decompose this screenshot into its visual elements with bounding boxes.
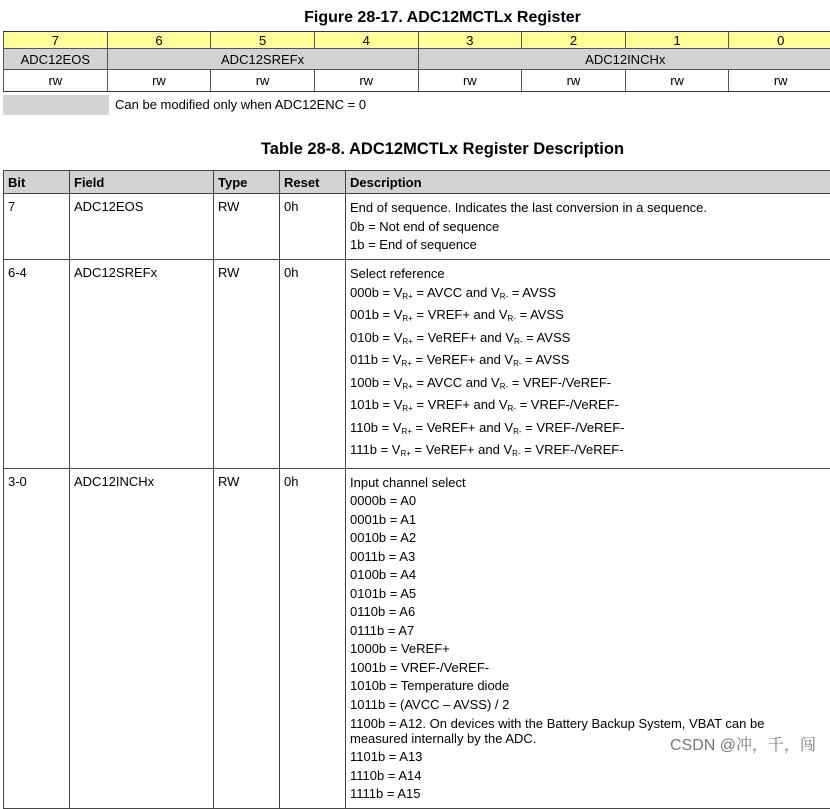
- access-type: rw: [418, 70, 522, 92]
- text: 101b = V: [350, 397, 402, 412]
- header-reset: Reset: [280, 171, 346, 194]
- text: = AVSS: [516, 307, 564, 322]
- description-line: 0100b = A4: [350, 566, 830, 585]
- header-field: Field: [70, 171, 214, 194]
- description-line: 1001b = VREF-/VeREF-: [350, 659, 830, 678]
- subscript: R-: [508, 314, 516, 323]
- description-line: 0b = Not end of sequence: [350, 218, 830, 237]
- access-type: rw: [729, 70, 830, 92]
- access-type: rw: [314, 70, 418, 92]
- description-line: 1b = End of sequence: [350, 236, 830, 255]
- cell-bit: 3-0: [4, 468, 70, 808]
- subscript: R-: [513, 359, 521, 368]
- description-line: 1100b = A12. On devices with the Battery Backup System, VBAT can be measured internally by the ADC.: [350, 716, 790, 746]
- description-line: 0010b = A2: [350, 529, 830, 548]
- description-line: 0101b = A5: [350, 585, 830, 604]
- cell-bit: 6-4: [4, 260, 70, 469]
- reference-option: [350, 396, 830, 419]
- table-row: [4, 468, 830, 808]
- cell-description: [346, 260, 830, 469]
- reference-option: [350, 329, 830, 352]
- subscript: R-: [513, 427, 521, 436]
- text: = AVSS: [523, 330, 571, 345]
- subscript: R+: [402, 382, 412, 391]
- text: = VREF+ and V: [413, 397, 508, 412]
- bit-number: 1: [625, 32, 729, 49]
- subscript: R+: [401, 427, 411, 436]
- text: 100b = V: [350, 375, 402, 390]
- description-line: 1111b = A15: [350, 785, 830, 804]
- text: 010b = V: [350, 330, 402, 345]
- table-row: [4, 194, 830, 260]
- header-description: Description: [346, 171, 830, 194]
- cell-type: RW: [214, 468, 280, 808]
- field-name: ADC12INCHx: [418, 49, 830, 70]
- bit-number: 7: [4, 32, 108, 49]
- bit-number: 2: [522, 32, 626, 49]
- access-type: rw: [522, 70, 626, 92]
- text: 001b = V: [350, 307, 402, 322]
- bit-numbers-row: [4, 32, 830, 49]
- subscript: R-: [508, 404, 516, 413]
- text: = AVSS: [522, 352, 570, 367]
- reference-option: [350, 419, 830, 442]
- subscript: R+: [402, 292, 412, 301]
- figure-title: Figure 28-17. ADC12MCTLx Register: [0, 9, 830, 27]
- text: = VREF-/VeREF-: [522, 420, 625, 435]
- description-line: 1000b = VeREF+: [350, 640, 830, 659]
- bit-number: 5: [211, 32, 315, 49]
- bit-number: 6: [107, 32, 211, 49]
- cell-description: [346, 468, 830, 808]
- text: = VREF+ and V: [413, 307, 508, 322]
- description-line: Select reference: [350, 265, 830, 284]
- description-line: Input channel select: [350, 474, 830, 493]
- access-row: [4, 70, 830, 92]
- access-type: rw: [4, 70, 108, 92]
- bit-number: 0: [729, 32, 830, 49]
- description-line: End of sequence. Indicates the last conversion in a sequence.: [350, 199, 830, 218]
- subscript: R-: [512, 449, 520, 458]
- cell-reset: 0h: [280, 468, 346, 808]
- bit-number: 4: [314, 32, 418, 49]
- header-type: Type: [214, 171, 280, 194]
- cell-reset: 0h: [280, 194, 346, 260]
- subscript: R+: [400, 449, 410, 458]
- cell-field: ADC12SREFx: [70, 260, 214, 469]
- text: = VeREF+ and V: [412, 352, 513, 367]
- description-line: 1011b = (AVCC – AVSS) / 2: [350, 696, 830, 715]
- bit-number: 3: [418, 32, 522, 49]
- reference-option: [350, 374, 830, 397]
- description-line: 0111b = A7: [350, 622, 830, 641]
- legend-swatch: [3, 95, 109, 115]
- description-line: 0011b = A3: [350, 548, 830, 567]
- text: 011b = V: [350, 352, 401, 367]
- table-header: [4, 171, 830, 194]
- table-row: [4, 260, 830, 469]
- text: 110b = V: [350, 420, 401, 435]
- description-line: 0001b = A1: [350, 511, 830, 530]
- cell-type: RW: [214, 194, 280, 260]
- subscript: R+: [402, 337, 412, 346]
- text: = VREF-/VeREF-: [521, 442, 624, 457]
- cell-bit: 7: [4, 194, 70, 260]
- access-type: rw: [211, 70, 315, 92]
- subscript: R+: [401, 359, 411, 368]
- text: = VeREF+ and V: [412, 420, 513, 435]
- table-title: Table 28-8. ADC12MCTLx Register Description: [0, 140, 830, 159]
- description-line: 1101b = A13: [350, 748, 830, 767]
- field-name: ADC12SREFx: [107, 49, 418, 70]
- cell-field: ADC12INCHx: [70, 468, 214, 808]
- reference-option: [350, 306, 830, 329]
- header-bit: Bit: [4, 171, 70, 194]
- text: = AVCC and V: [413, 375, 500, 390]
- text: = VeREF+ and V: [411, 442, 512, 457]
- description-line: 1010b = Temperature diode: [350, 677, 830, 696]
- cell-reset: 0h: [280, 260, 346, 469]
- description-line: 1110b = A14: [350, 767, 830, 786]
- watermark: CSDN @冲，千，闯: [670, 732, 816, 755]
- subscript: R+: [402, 404, 412, 413]
- subscript: R-: [514, 337, 522, 346]
- reference-option: [350, 284, 830, 307]
- legend-text: Can be modified only when ADC12ENC = 0: [115, 97, 366, 112]
- cell-field: ADC12EOS: [70, 194, 214, 260]
- cell-description: [346, 194, 830, 260]
- register-description-table: [3, 170, 830, 809]
- text: = VeREF+ and V: [413, 330, 514, 345]
- description-line: 0000b = A0: [350, 492, 830, 511]
- text: = VREF-/VeREF-: [508, 375, 611, 390]
- access-type: rw: [625, 70, 729, 92]
- subscript: R+: [402, 314, 412, 323]
- field-name: ADC12EOS: [4, 49, 108, 70]
- text: = AVSS: [508, 285, 556, 300]
- subscript: R-: [500, 292, 508, 301]
- reference-option: [350, 351, 830, 374]
- access-type: rw: [107, 70, 211, 92]
- text: 000b = V: [350, 285, 402, 300]
- text: = AVCC and V: [413, 285, 500, 300]
- field-names-row: [4, 49, 830, 70]
- description-line: 0110b = A6: [350, 603, 830, 622]
- register-diagram: [3, 31, 830, 92]
- text: 111b = V: [350, 442, 400, 457]
- subscript: R-: [500, 382, 508, 391]
- cell-type: RW: [214, 260, 280, 469]
- text: = VREF-/VeREF-: [516, 397, 619, 412]
- reference-option: [350, 441, 830, 464]
